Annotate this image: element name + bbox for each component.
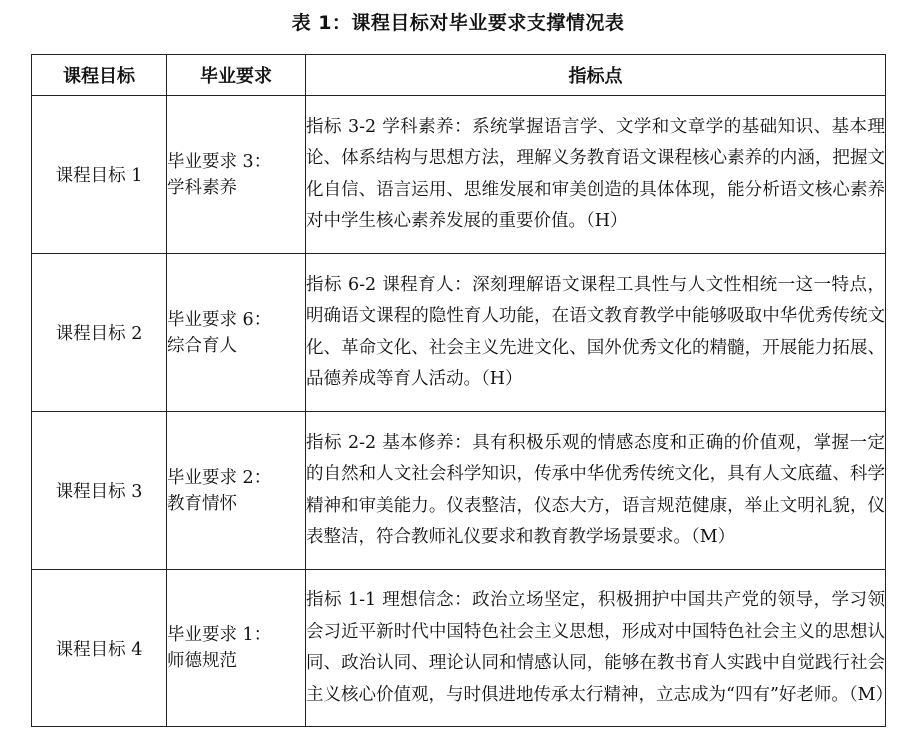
table-caption: 表 1：课程目标对毕业要求支撑情况表 [291, 12, 625, 34]
goal-cell: 课程目标 4 [32, 570, 167, 727]
requirement-cell [167, 570, 306, 727]
requirement-cell [167, 96, 306, 254]
support-table [31, 54, 894, 727]
requirement-cell [167, 254, 306, 412]
table-row [32, 570, 886, 727]
table-header-row [32, 55, 886, 96]
requirement-name: 综合育人 [167, 335, 237, 356]
goal-cell: 课程目标 1 [32, 96, 167, 254]
table-row [32, 96, 886, 254]
table-row [32, 412, 886, 570]
indicator-cell: 指标 1-1 理想信念：政治立场坚定，积极拥护中国共产党的领导，学习领会习近平新时代中国特色社会主义思想，形成对中国特色社会主义的思想认同、政治认同、理论认同和情感认同，能够在教书育人实践中自觉践行社会主义核心价值观，与时俱进地传承太行精神，立志成为“四有”好老师。（M） [306, 570, 886, 727]
indicator-cell: 指标 2-2 基本修养：具有积极乐观的情感态度和正确的价值观，掌握一定的自然和人文社会科学知识，传承中华优秀传统文化，具有人文底蕴、科学精神和审美能力。仪表整洁，仪态大方，语言规范健康，举止文明礼貌，仪表整洁，符合教师礼仪要求和教育教学场景要求。（M） [306, 412, 886, 570]
table-row [32, 254, 886, 412]
requirement-name: 师德规范 [167, 651, 237, 671]
requirement-label: 毕业要求 6： [167, 309, 272, 330]
requirement-label: 毕业要求 1： [167, 625, 272, 645]
requirement-label: 毕业要求 3： [167, 151, 272, 172]
header-goal: 课程目标 [32, 55, 167, 96]
indicator-cell: 指标 6-2 课程育人：深刻理解语文课程工具性与人文性相统一这一特点，明确语文课程的隐性育人功能，在语文教育教学中能够吸取中华优秀传统文化、革命文化、社会主义先进文化、国外优秀文化的精髓，开展能力拓展、品德养成等育人活动。（H） [306, 254, 886, 412]
header-requirement: 毕业要求 [167, 55, 306, 96]
goal-cell: 课程目标 2 [32, 254, 167, 412]
requirement-cell [167, 412, 306, 570]
requirement-label: 毕业要求 2： [167, 467, 272, 488]
requirement-name: 学科素养 [167, 177, 237, 198]
indicator-cell: 指标 3-2 学科素养：系统掌握语言学、文学和文章学的基础知识、基本理论、体系结构与思想方法，理解义务教育语文课程核心素养的内涵，把握文化自信、语言运用、思维发展和审美创造的具体体现，能分析语文核心素养对中学生核心素养发展的重要价值。（H） [306, 96, 886, 254]
goal-cell: 课程目标 3 [32, 412, 167, 570]
header-indicator: 指标点 [306, 55, 886, 96]
requirement-name: 教育情怀 [167, 493, 237, 514]
